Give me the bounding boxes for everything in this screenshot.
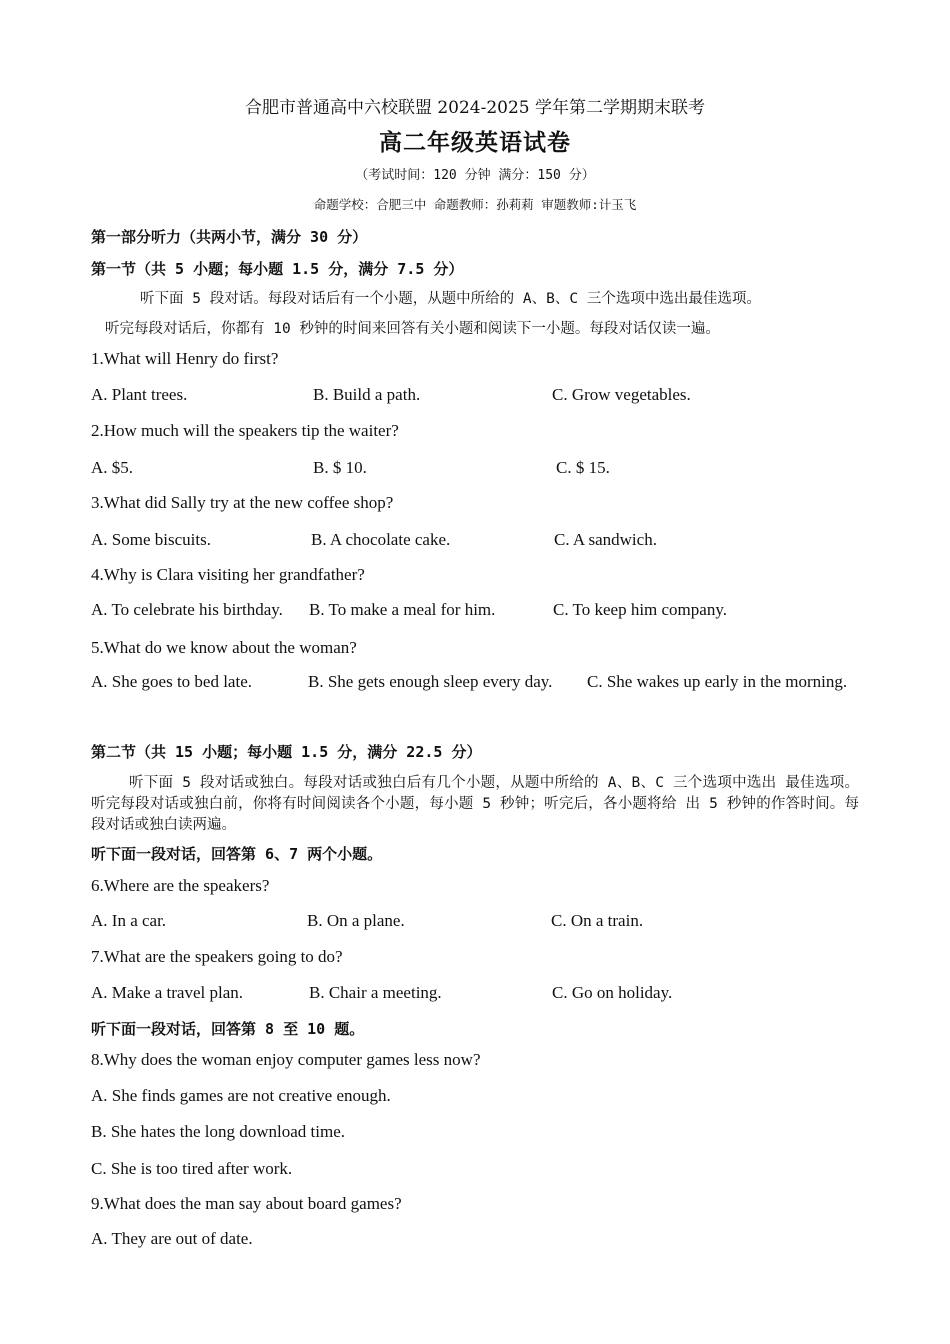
question-8: 8.Why does the woman enjoy computer games less now? <box>91 1050 481 1069</box>
question-8-option-b: B. She hates the long download time. <box>91 1122 346 1141</box>
question-3: 3.What did Sally try at the new coffee shop? <box>91 493 394 512</box>
question-7-option-c: C. Go on holiday. <box>552 983 673 1002</box>
question-4: 4.Why is Clara visiting her grandfather? <box>91 565 365 584</box>
question-4-option-c: C. To keep him company. <box>553 600 727 619</box>
section1-instruction-line1: 听下面 5 段对话。每段对话后有一个小题，从题中所给的 A、B、C 三个选项中选出最佳选项。 <box>140 291 761 307</box>
question-5-option-c: C. She wakes up early in the morning. <box>587 672 848 691</box>
question-1-option-a: A. Plant trees. <box>91 385 188 404</box>
question-5-option-b: B. She gets enough sleep every day. <box>308 672 553 691</box>
section1-instruction-line2: 听完每段对话后，你都有 10 秒钟的时间来回答有关小题和阅读下一小题。每段对话仅读一遍。 <box>105 321 720 337</box>
question-7: 7.What are the speakers going to do? <box>91 947 343 966</box>
question-7-option-b: B. Chair a meeting. <box>309 983 442 1002</box>
exam-info: （考试时间：120 分钟 满分：150 分） <box>355 168 595 183</box>
question-9-option-a: A. They are out of date. <box>91 1229 253 1248</box>
section2-heading: 第二节（共 15 小题；每小题 1.5 分，满分 22.5 分） <box>91 743 482 761</box>
question-2-option-b: B. $ 10. <box>313 458 367 477</box>
question-3-option-b: B. A chocolate cake. <box>311 530 451 549</box>
question-3-option-c: C. A sandwich. <box>554 530 657 549</box>
question-1-option-c: C. Grow vegetables. <box>552 385 691 404</box>
question-5: 5.What do we know about the woman? <box>91 638 357 657</box>
question-8-option-a: A. She finds games are not creative enough. <box>91 1086 391 1105</box>
group2-heading: 听下面一段对话，回答第 8 至 10 题。 <box>91 1020 365 1038</box>
question-4-option-b: B. To make a meal for him. <box>309 600 496 619</box>
question-2-option-c: C. $ 15. <box>556 458 610 477</box>
question-6-option-c: C. On a train. <box>551 911 644 930</box>
question-6: 6.Where are the speakers? <box>91 876 270 895</box>
question-7-option-a: A. Make a travel plan. <box>91 983 243 1002</box>
question-4-option-a: A. To celebrate his birthday. <box>91 600 283 619</box>
question-2: 2.How much will the speakers tip the waiter? <box>91 421 399 440</box>
question-6-option-b: B. On a plane. <box>307 911 405 930</box>
exam-title: 高二年级英语试卷 <box>379 130 571 156</box>
question-2-option-a: A. $5. <box>91 458 134 477</box>
part1-heading: 第一部分听力（共两小节，满分 30 分） <box>91 228 368 246</box>
exam-subtitle: 合肥市普通高中六校联盟 2024-2025 学年第二学期期末联考 <box>244 98 706 118</box>
question-6-option-a: A. In a car. <box>91 911 167 930</box>
exam-authors: 命题学校：合肥三中 命题教师：孙莉莉 审题教师:计玉飞 <box>313 197 637 212</box>
question-1: 1.What will Henry do first? <box>91 349 279 368</box>
question-5-option-a: A. She goes to bed late. <box>91 672 252 691</box>
question-3-option-a: A. Some biscuits. <box>91 530 211 549</box>
group1-heading: 听下面一段对话，回答第 6、7 两个小题。 <box>91 845 383 863</box>
section1-heading: 第一节（共 5 小题；每小题 1.5 分，满分 7.5 分） <box>91 260 464 278</box>
question-9: 9.What does the man say about board games? <box>91 1194 402 1213</box>
question-1-option-b: B. Build a path. <box>313 385 421 404</box>
question-8-option-c: C. She is too tired after work. <box>91 1159 293 1178</box>
section2-instruction: 听下面 5 段对话或独白。每段对话或独白后有几个小题，从题中所给的 A、B、C 三个选项中选出 最佳选项。听完每段对话或独白前，你将有时间阅读各个小题，每小题 5 秒钟；听完后，各小题将给 出 5 秒钟的作答时间。每段对话或独白读两遍。 <box>91 775 859 833</box>
